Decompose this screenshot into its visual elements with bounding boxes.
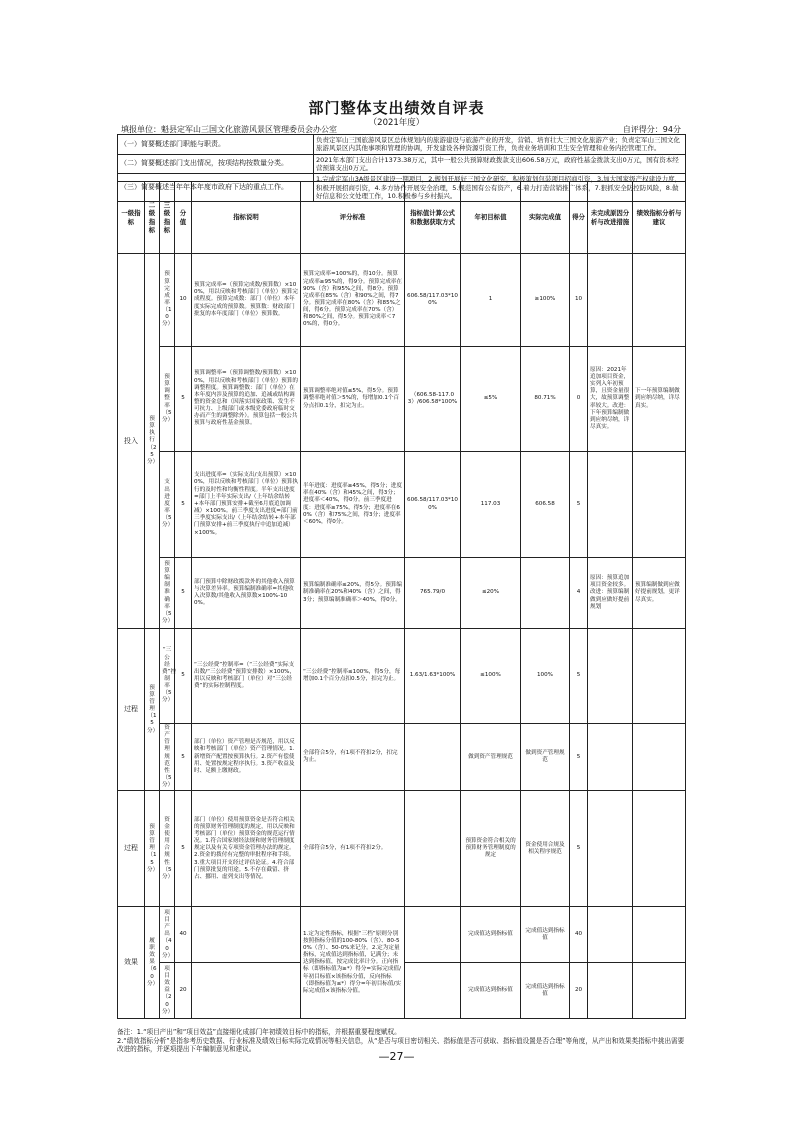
level2-cell: 履职效果（60分）	[145, 907, 160, 1019]
level3-cell: 预算编制准确率（5分）	[160, 558, 175, 629]
desc-cell	[192, 907, 301, 963]
level1-cell: 过程	[118, 629, 145, 791]
target-cell: 1	[461, 254, 521, 347]
col-header: 年初目标值	[461, 182, 521, 254]
level3-cell: 资金使用合规性（5分）	[160, 791, 175, 907]
formula-cell: 606.58/117.03*100%	[405, 452, 461, 558]
desc-cell: 部门（单位）资产管理是否规范，用以反映和考核部门（单位）资产管理情况。1.新增资产配置按预算执行。2.资产有偿使用、处置按规定程序执行。3.资产收益及时、足额上缴财政。	[192, 724, 301, 791]
formula-cell	[405, 907, 461, 963]
desc-cell	[192, 963, 301, 1019]
table-row	[118, 558, 686, 629]
got-cell: 5	[570, 452, 588, 558]
formula-cell: 606.58/117.03*100%	[405, 254, 461, 347]
col-header: 评分标准	[301, 182, 405, 254]
formula-cell: （606.58-117.03）/606.58*100%	[405, 347, 461, 452]
desc-cell: 部门（单位）使用预算资金是否符合相关的预算财务管理制度的规定，用以反映和考核部门（单位）预算资金的规范运行情况。1.符合国家财经法规和财务管理制度规定以及有关专项资金管理办法的规定。2.资金的拨付有完整的审批程序和手续。3.重大项目开支经过评估论证。4.符合部门预算批复的用途。5.不存在截留、挤占、挪用、虚列支出等情况。	[192, 791, 301, 907]
table-row	[118, 791, 686, 907]
intro-text: 负责定军山三国旅游风景区总体规划内的旅游建设与旅游产业的开发，营销、培育壮大三国文化旅游产业；负责定军山三国文化旅游风景区内其他事项和管理的协调，开发建设各种资源引资工作，负责业务培训和卫生安全管理和业务内控管理工作。	[314, 135, 686, 155]
formula-cell: 1.63/1.63*100%	[405, 629, 461, 724]
actual-cell: 做到资产管理规范	[521, 724, 570, 791]
score-cell: 40	[175, 907, 192, 963]
reason-cell	[588, 907, 633, 963]
advice-cell	[633, 452, 686, 558]
col-header: 未完成原因分析与改进措施	[588, 182, 633, 254]
standard-cell: 1.定为定性指标，根据“三档”原则分别按照指标分值的100-80%（含）、80-50%（含）、50-0%来记分。2.定为定量指标，完成值达到指标值，记满分；未达到指标值，按完成比率计分。正向指标（即指标值为≥*）得分=实际完成值/年初目标值×该指标分值，反向指标（即指标值为≤*）得分=年初目标值/实际完成值×该指标分值。	[301, 907, 405, 1019]
level3-cell: “三公经费”控制率（5分）	[160, 629, 175, 724]
level1-cell: 投入	[118, 254, 145, 629]
page-number: —27—	[378, 1050, 415, 1063]
level3-cell: 支出进度率（5分）	[160, 452, 175, 558]
score-cell: 10	[175, 254, 192, 347]
level2-cell: 预算管理（15分）	[145, 629, 160, 791]
self-score: 自评得分：94分	[622, 125, 681, 134]
desc-cell: “三公经费”控制率=（“三公经费”实际支出数/“三公经费”预算安排数）×100%，用以反映和考核部门（单位）对“三公经费”的实际控制程度。	[192, 629, 301, 724]
standard-cell: 预算完成率=100%的，得10分。预算完成率≥95%的，得9分。预算完成率在90%（含）和95%之间，得8分。预算完成率在85%（含）和90%之间，得7分。预算完成率在80%（含）和85%之间，得6分。预算完成率在70%（含）和80%之间，得5分。预算完成率＜70%的，得0分。	[301, 254, 405, 347]
advice-cell	[633, 907, 686, 963]
reporting-unit: 填报单位：魁县定军山三国文化旅游风景区管理委员会办公室	[121, 125, 337, 134]
table-row	[118, 724, 686, 791]
standard-cell: 预算调整率绝对值≤5%，得5分。预算调整率绝对值＞5%的，每增加0.1个百分点扣0.1分，扣完为止。	[301, 347, 405, 452]
actual-cell	[521, 558, 570, 629]
note-line: 2.“绩效指标分析”是指参考历史数据、行业标准及绩效目标实际完成情况等相关信息，从“是否与项目密切相关、指标值是否可获取、指标值设置是否合理”等角度，从产出和效果类指标中挑出需要改进的指标，并逐项提出下年编制意见和建议。	[117, 1036, 685, 1054]
target-cell: 完成值达到指标值	[461, 907, 521, 963]
desc-cell: 预算完成率=（预算完成数/预算数）×100%，用以反映和考核部门（单位）预算完成程度。预算完成数：部门（单位）本年度实际完成的预算数。预算数：财政部门批复的本年度部门（单位）预算数。	[192, 254, 301, 347]
target-cell: 预算资金符合相关的预算财务管理制度的规定	[461, 791, 521, 907]
intro-text: 1.完成定军山3A级景区建设一期项目，2.规划开展好三国文化研究，积极策划包装项目招商引资，3.加大国家级产权建设力度，积极开展招商引资，4.多方协作开展安全治理，5.规范国有公有资产，6.着力打造营销推广体系，7.狠抓安全防控防风险，8.做好信息和公文处理工作，10.积极参与乡村振兴。	[314, 174, 686, 202]
standard-cell: 半年进度：进度率≥45%，得5分；进度率在40%（含）和45%之间，得3分；进度率＜40%，得0分。前三季度进度：进度率≥75%，得5分；进度率在60%（含）和75%之间，得3分；进度率＜60%，得0分。	[301, 452, 405, 558]
level3-cell: 资产管理规范性（5分）	[160, 724, 175, 791]
intro-row	[118, 154, 686, 174]
target-cell: ≤100%	[461, 629, 521, 724]
reason-cell: 原因：2021年追加项目资金，实列入年初预算，且资金量很大，故预算调整率较大。改进：下年预算编制做到应纳尽纳，详尽真实。	[588, 347, 633, 452]
reason-cell: 原因：预算追加项目资金较多。改进：预算编制做到应做好提前规划	[588, 558, 633, 629]
page-title: 部门整体支出绩效自评表	[308, 99, 485, 117]
table-row	[118, 254, 686, 347]
advice-cell: 下一年预算编制做到应纳尽纳，详尽真实。	[633, 347, 686, 452]
level3-cell: 预算调整率（5分）	[160, 347, 175, 452]
table-row	[118, 347, 686, 452]
formula-cell	[405, 724, 461, 791]
score-cell: 5	[175, 558, 192, 629]
got-cell: 10	[570, 254, 588, 347]
reason-cell	[588, 791, 633, 907]
col-header: 一级指标	[118, 182, 145, 254]
col-header: 得分	[570, 182, 588, 254]
reason-cell	[588, 452, 633, 558]
level2-cell: 预算管理（15分）	[145, 791, 160, 907]
table-row	[118, 452, 686, 558]
score-cell: 5	[175, 347, 192, 452]
reason-cell	[588, 724, 633, 791]
intro-label: （三）简要概述当年年本年度市政府下达的重点工作。	[118, 174, 314, 202]
col-header: 实际完成值	[521, 182, 570, 254]
formula-cell	[405, 791, 461, 907]
actual-cell: 80.71%	[521, 347, 570, 452]
intro-row	[118, 135, 686, 155]
advice-cell	[633, 629, 686, 724]
score-cell: 20	[175, 963, 192, 1019]
level2-cell: 预算执行（25分）	[145, 254, 160, 629]
col-header: 指标值计算公式和数据获取方式	[405, 182, 461, 254]
level1-cell: 过程	[118, 791, 145, 907]
page-subtitle: （2021年度）	[368, 118, 425, 128]
table-header-row	[118, 182, 686, 254]
desc-cell: 预算调整率=（预算调整数/预算数）×100%，用以反映和考核部门（单位）预算的调整程度。预算调整数：部门（单位）在本年度内涉及预算的追加、追减或结构调整的资金总和（因落实国家政策、发生不可抗力、上级部门或本级党委政府临时交办而产生的调整除外）。预算包括一般公共预算与政府性基金预算。	[192, 347, 301, 452]
col-header: 二级指标	[145, 182, 160, 254]
score-cell: 5	[175, 452, 192, 558]
actual-cell: 606.58	[521, 452, 570, 558]
target-cell: ≤5%	[461, 347, 521, 452]
standard-cell: “三公经费”控制率≤100%，得5分，每增加0.1个百分点扣0.5分，扣完为止。	[301, 629, 405, 724]
intro-text: 2021年本部门支出合计1373.38万元，其中一般公共预算财政拨款支出606.58万元，政府性基金拨款支出0万元，国有资本经营预算支出0万元。	[314, 154, 686, 174]
got-cell: 0	[570, 347, 588, 452]
reason-cell	[588, 629, 633, 724]
intro-label: （一）简要概述部门职能与职责。	[118, 135, 314, 155]
reason-cell	[588, 254, 633, 347]
advice-cell	[633, 963, 686, 1019]
standard-cell: 预算编制准确率≤20%，得5分。预算编制准确率在20%和40%（含）之间，得3分；预算编制准确率＞40%，得0分。	[301, 558, 405, 629]
desc-cell: 部门预算中除财政拨款外的其他收入预算与决算差异率。预算编制准确率=其他收入决算数/其他收入预算数×100%-100%。	[192, 558, 301, 629]
actual-cell: 完成值达到指标值	[521, 907, 570, 963]
score-cell: 5	[175, 629, 192, 724]
target-cell: 117.03	[461, 452, 521, 558]
evaluation-table	[117, 181, 686, 1019]
advice-cell	[633, 791, 686, 907]
col-header: 三级指标	[160, 182, 175, 254]
target-cell: 完成值达到指标值	[461, 963, 521, 1019]
advice-cell: 预算编制做到应做好提前规划，更详尽真实。	[633, 558, 686, 629]
actual-cell: ≥100%	[521, 254, 570, 347]
formula-cell: 765.79/0	[405, 558, 461, 629]
advice-cell	[633, 254, 686, 347]
table-row	[118, 907, 686, 963]
got-cell: 5	[570, 629, 588, 724]
score-cell: 5	[175, 724, 192, 791]
standard-cell: 全部符合5分，有1项不符扣2分，扣完为止。	[301, 724, 405, 791]
note-line: 备注：1.“项目产出”和“项目效益”直接细化成部门年初绩效目标中的指标，并根据重要程度赋权。	[117, 1028, 401, 1036]
got-cell: 4	[570, 558, 588, 629]
score-cell: 5	[175, 791, 192, 907]
table-row	[118, 629, 686, 724]
col-header: 绩效指标分析与建议	[633, 182, 686, 254]
got-cell: 20	[570, 963, 588, 1019]
col-header: 指标说明	[192, 182, 301, 254]
reason-cell	[588, 963, 633, 1019]
actual-cell: 完成值达到指标值	[521, 963, 570, 1019]
got-cell: 5	[570, 791, 588, 907]
target-cell: 做到资产管理规范	[461, 724, 521, 791]
advice-cell	[633, 724, 686, 791]
got-cell: 5	[570, 724, 588, 791]
level3-cell: 预算完成率（10分）	[160, 254, 175, 347]
level3-cell: 项目产出（40分）	[160, 907, 175, 963]
level1-cell: 效果	[118, 907, 145, 1019]
standard-cell: 全部符合5分，有1项不符扣2分。	[301, 791, 405, 907]
actual-cell: 100%	[521, 629, 570, 724]
intro-label: （二）简要概述部门支出情况，按项结构按数量分类。	[118, 154, 314, 174]
form-header	[121, 124, 681, 134]
got-cell: 40	[570, 907, 588, 963]
formula-cell	[405, 963, 461, 1019]
desc-cell: 支出进度率=（实际支出/支出预算）×100%，用以反映和考核部门（单位）预算执行的及时性和均衡性程度。半年支出进度=部门上半年实际支出/（上年结余结转+本年部门预算安排+截至6月底追加调减）×100%。前三季度支出进度=部门前三季度实际支出/（上年结余结转+本年部门预算安排+前三季度执行中追加追减）×100%。	[192, 452, 301, 558]
actual-cell: 资金使用合规及相关程序规范	[521, 791, 570, 907]
target-cell: ≤20%	[461, 558, 521, 629]
level3-cell: 项目效益（20分）	[160, 963, 175, 1019]
col-header: 分值	[175, 182, 192, 254]
